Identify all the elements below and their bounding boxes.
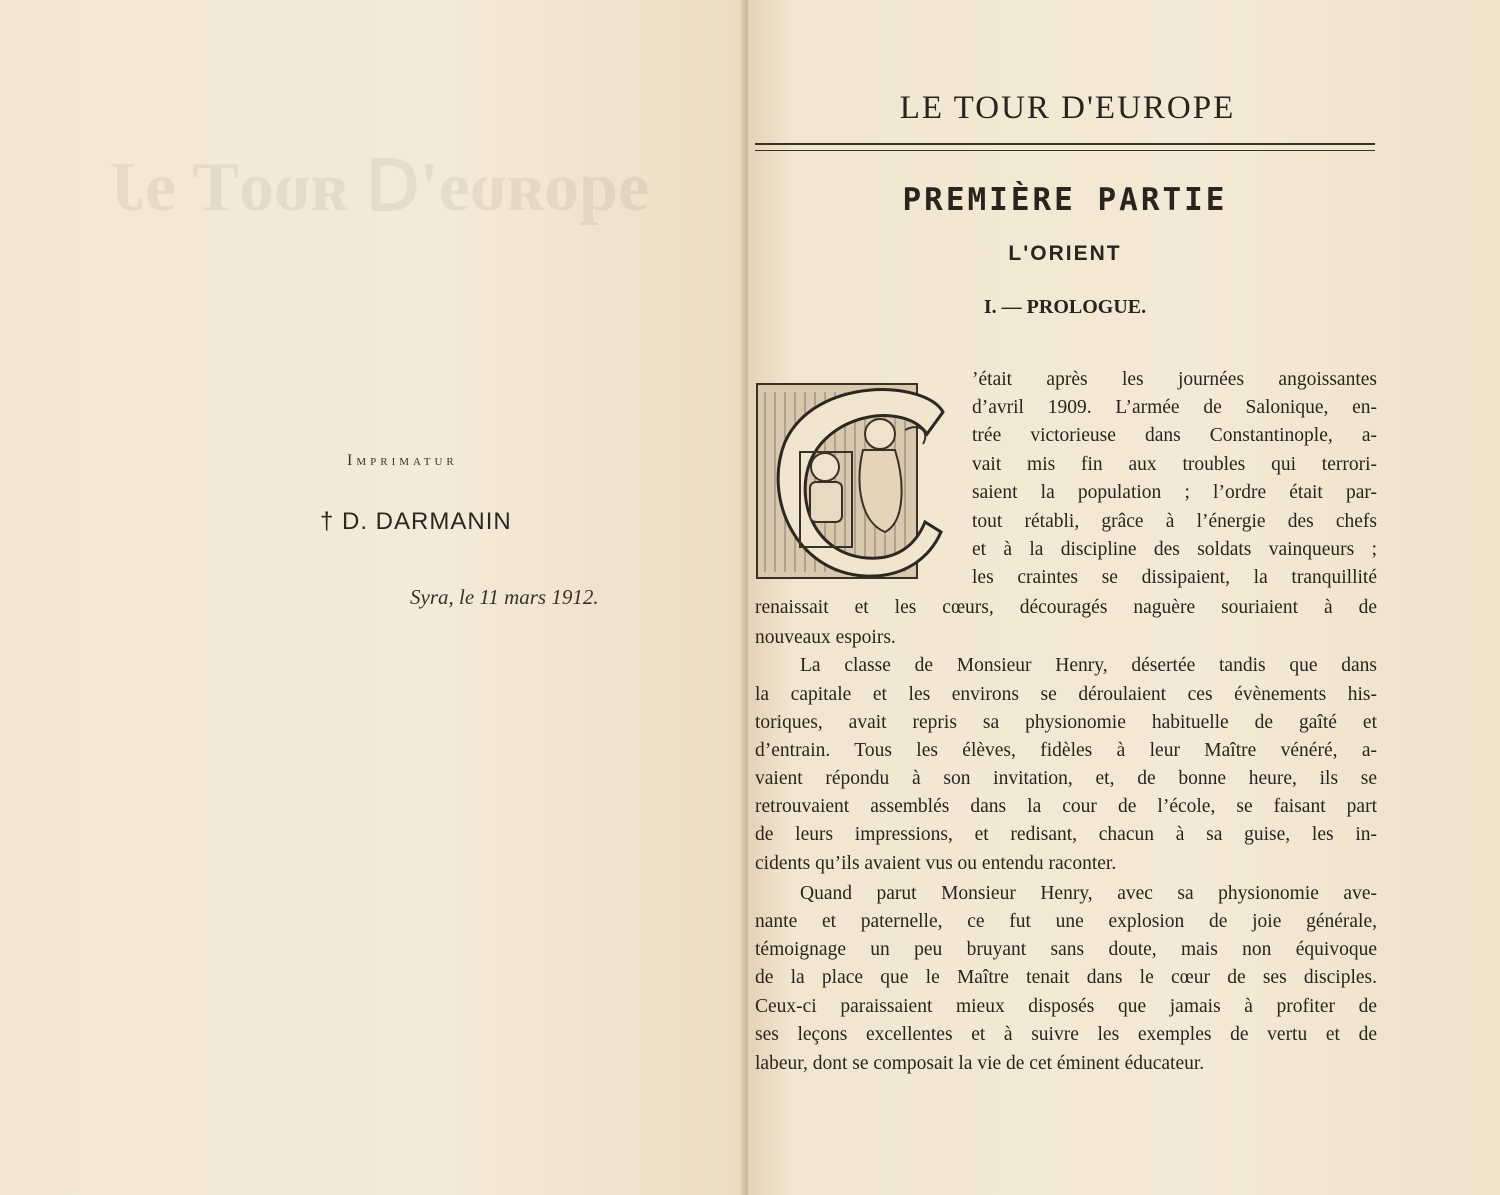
text-line: nouveaux espoirs.	[755, 627, 896, 648]
running-title: LE TOUR D'EUROPE	[899, 90, 1236, 126]
text-line: de leurs impressions, et redisant, chacun à sa guise, les in-	[755, 824, 1377, 845]
text-line: La classe de Monsieur Henry, désertée tandis que dans	[800, 655, 1377, 676]
part-title: PREMIÈRE PARTIE	[902, 182, 1228, 218]
text-line: vait mis fin aux troubles qui terrori-	[972, 454, 1377, 475]
text-line: témoignage un peu bruyant sans doute, mais non équivoque	[755, 939, 1377, 960]
text-line: vaient répondu à son invitation, et, de bonne heure, ils se	[755, 768, 1377, 789]
text-line: toriques, avait repris sa physionomie habituelle de gaîté et	[755, 712, 1377, 733]
text-line: trée victorieuse dans Constantinople, a-	[972, 425, 1377, 446]
left-page	[0, 0, 745, 1195]
text-line: labeur, dont se composait la vie de cet éminent éducateur.	[755, 1053, 1205, 1074]
text-line: renaissait et les cœurs, découragés naguère souriaient à de	[755, 597, 1377, 618]
chapter-heading: I. — PROLOGUE.	[983, 296, 1147, 318]
place-date: Syra, le 11 mars 1912.	[410, 585, 599, 609]
text-line: Quand parut Monsieur Henry, avec sa physionomie ave-	[800, 883, 1377, 904]
text-line: d’avril 1909. L’armée de Salonique, en-	[972, 397, 1377, 418]
text-line: Ceux-ci paraissaient mieux disposés que jamais à profiter de	[755, 996, 1377, 1017]
text-line: cidents qu’ils avaient vus ou entendu raconter.	[755, 853, 1117, 874]
title-rule-thin	[755, 150, 1375, 151]
section-title: L'ORIENT	[1008, 242, 1122, 265]
imprimatur-label: Imprimatur	[347, 452, 458, 469]
text-line: d’entrain. Tous les élèves, fidèles à leur Maître vénéré, a-	[755, 740, 1377, 761]
title-rule-thick	[755, 143, 1375, 145]
signatory-name: † D. DARMANIN	[320, 508, 512, 535]
text-line: tout rétabli, grâce à l’énergie des chefs	[972, 511, 1377, 532]
text-line: la capitale et les environs se déroulaient ces évènements his-	[755, 684, 1377, 705]
show-through: ɘqoяυɘ'ᗡ яυoT ɘJ	[110, 149, 650, 226]
text-line: saient la population ; l’ordre était par-	[972, 482, 1377, 503]
text-line: retrouvaient assemblés dans la cour de l’école, se faisant part	[755, 796, 1377, 817]
text-line: nante et paternelle, ce fut une explosion de joie générale,	[755, 911, 1377, 932]
text-line: de la place que le Maître tenait dans le cœur de ses disciples.	[755, 967, 1377, 988]
illustrated-drop-cap-c	[755, 372, 965, 582]
text-line: ses leçons excellentes et à suivre les exemples de vertu et de	[755, 1024, 1377, 1045]
text-line: ’était après les journées angoissantes	[972, 369, 1377, 390]
text-line: les craintes se dissipaient, la tranquillité	[972, 567, 1377, 588]
text-line: et à la discipline des soldats vainqueurs ;	[972, 539, 1377, 560]
